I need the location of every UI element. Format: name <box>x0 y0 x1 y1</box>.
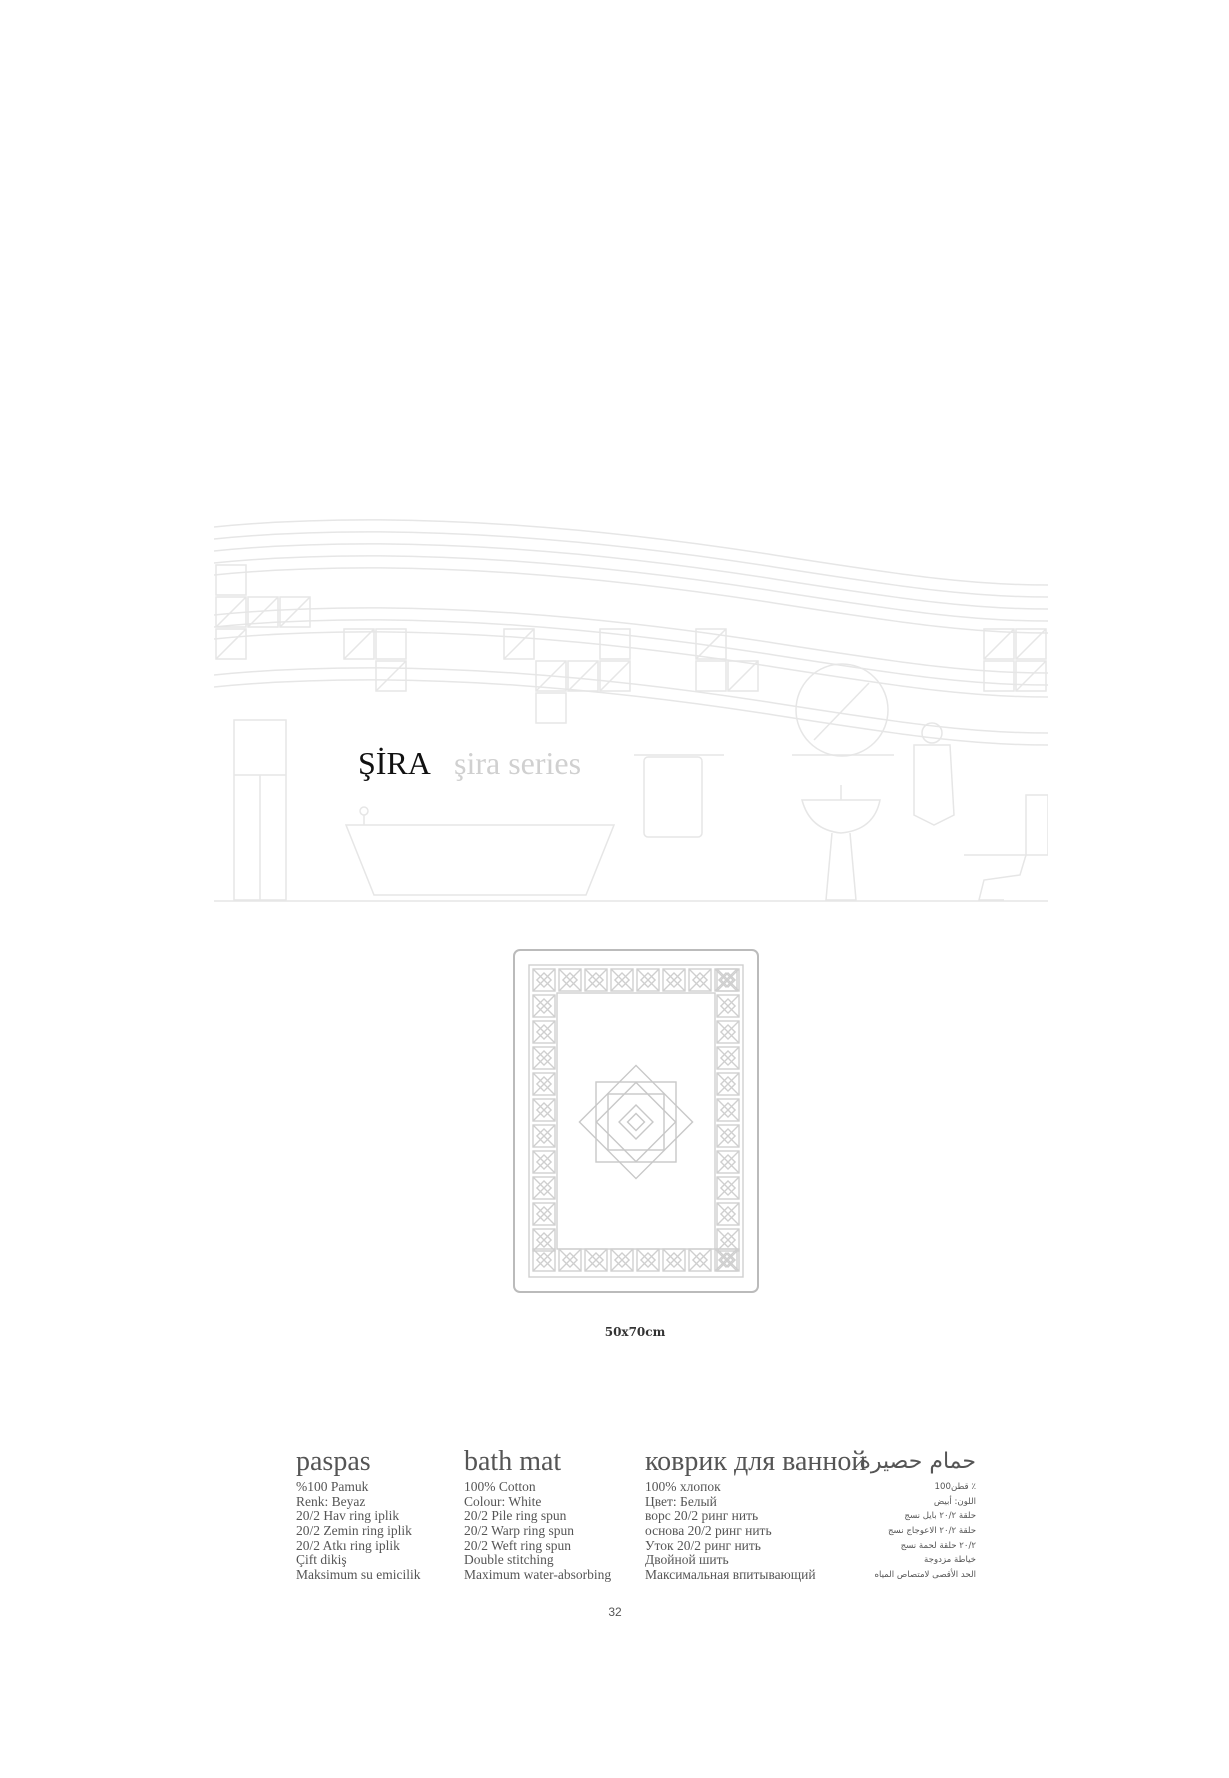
border-motifs <box>533 969 739 1271</box>
spec-line: Максимальная впитывающий <box>645 1567 816 1583</box>
spec-column-english <box>464 1446 611 1583</box>
spec-title: paspas <box>296 1446 371 1477</box>
spec-line: Maksimum su emicilik <box>296 1567 421 1583</box>
spec-line: ٢٠/٢ حلقة لحمة نسج <box>900 1540 976 1551</box>
series-subtitle: şira series <box>454 745 582 781</box>
spec-line: Çift dikiş <box>296 1552 347 1568</box>
spec-line: 100% хлопок <box>645 1479 721 1494</box>
spec-line: основа 20/2 ринг нить <box>645 1523 772 1539</box>
spec-line: Double stitching <box>464 1552 554 1568</box>
bathroom-illustration <box>214 515 1048 907</box>
spec-line: 20/2 Weft ring spun <box>464 1537 572 1553</box>
series-title: ŞİRA <box>358 745 431 781</box>
product-size-label: 50x70cm <box>604 1325 666 1339</box>
spec-title: حمام حصيرة <box>859 1449 976 1474</box>
page-number: 32 <box>608 1605 622 1619</box>
spec-line: حلقة ٢٠/٢ الاعوجاج نسج <box>888 1526 976 1537</box>
spec-line: Цвет: Белый <box>645 1493 717 1509</box>
spec-line: Colour: White <box>464 1493 542 1509</box>
spec-line: 20/2 Zemin ring iplik <box>296 1523 412 1539</box>
spec-line: خياطة مزدوجة <box>924 1555 976 1566</box>
spec-lines <box>464 1480 611 1583</box>
spec-line: ٪ قطن100 <box>934 1482 976 1492</box>
spec-line: %100 Pamuk <box>296 1479 369 1494</box>
spec-line: Renk: Beyaz <box>296 1493 366 1509</box>
center-medallion <box>579 1065 692 1178</box>
spec-title: коврик для ванной <box>645 1446 867 1477</box>
toilet <box>964 795 1048 900</box>
towel-rail <box>634 755 724 837</box>
spec-line: اللون: أبيض <box>933 1496 976 1507</box>
spec-line: حلقة ٢٠/٢ بايل نسج <box>904 1511 976 1522</box>
spec-lines <box>868 1480 976 1583</box>
spec-lines <box>645 1480 866 1583</box>
spec-line: 20/2 Warp ring spun <box>464 1523 575 1539</box>
spec-line: الحد الأقصى لامتصاص المياه <box>874 1570 976 1581</box>
spec-lines <box>296 1480 421 1583</box>
bath-mat-illustration <box>513 949 759 1293</box>
spec-line: 100% Cotton <box>464 1479 536 1494</box>
spec-column-turkish <box>296 1446 421 1583</box>
spec-line: 20/2 Pile ring spun <box>464 1508 567 1524</box>
spec-title: bath mat <box>464 1446 562 1477</box>
spec-line: Maximum water-absorbing <box>464 1567 612 1583</box>
sink <box>802 785 880 900</box>
wave-lines <box>214 520 1048 745</box>
spec-column-arabic <box>859 1446 976 1583</box>
spec-line: Уток 20/2 ринг нить <box>645 1537 761 1553</box>
spec-line: 20/2 Hav ring iplik <box>296 1508 400 1524</box>
spec-column-russian <box>645 1446 866 1583</box>
spec-line: 20/2 Atkı ring iplik <box>296 1537 400 1553</box>
bathtub <box>346 807 614 895</box>
spec-line: ворс 20/2 ринг нить <box>645 1508 759 1524</box>
spec-line: Двойной шить <box>645 1552 729 1568</box>
cabinet <box>234 720 286 900</box>
